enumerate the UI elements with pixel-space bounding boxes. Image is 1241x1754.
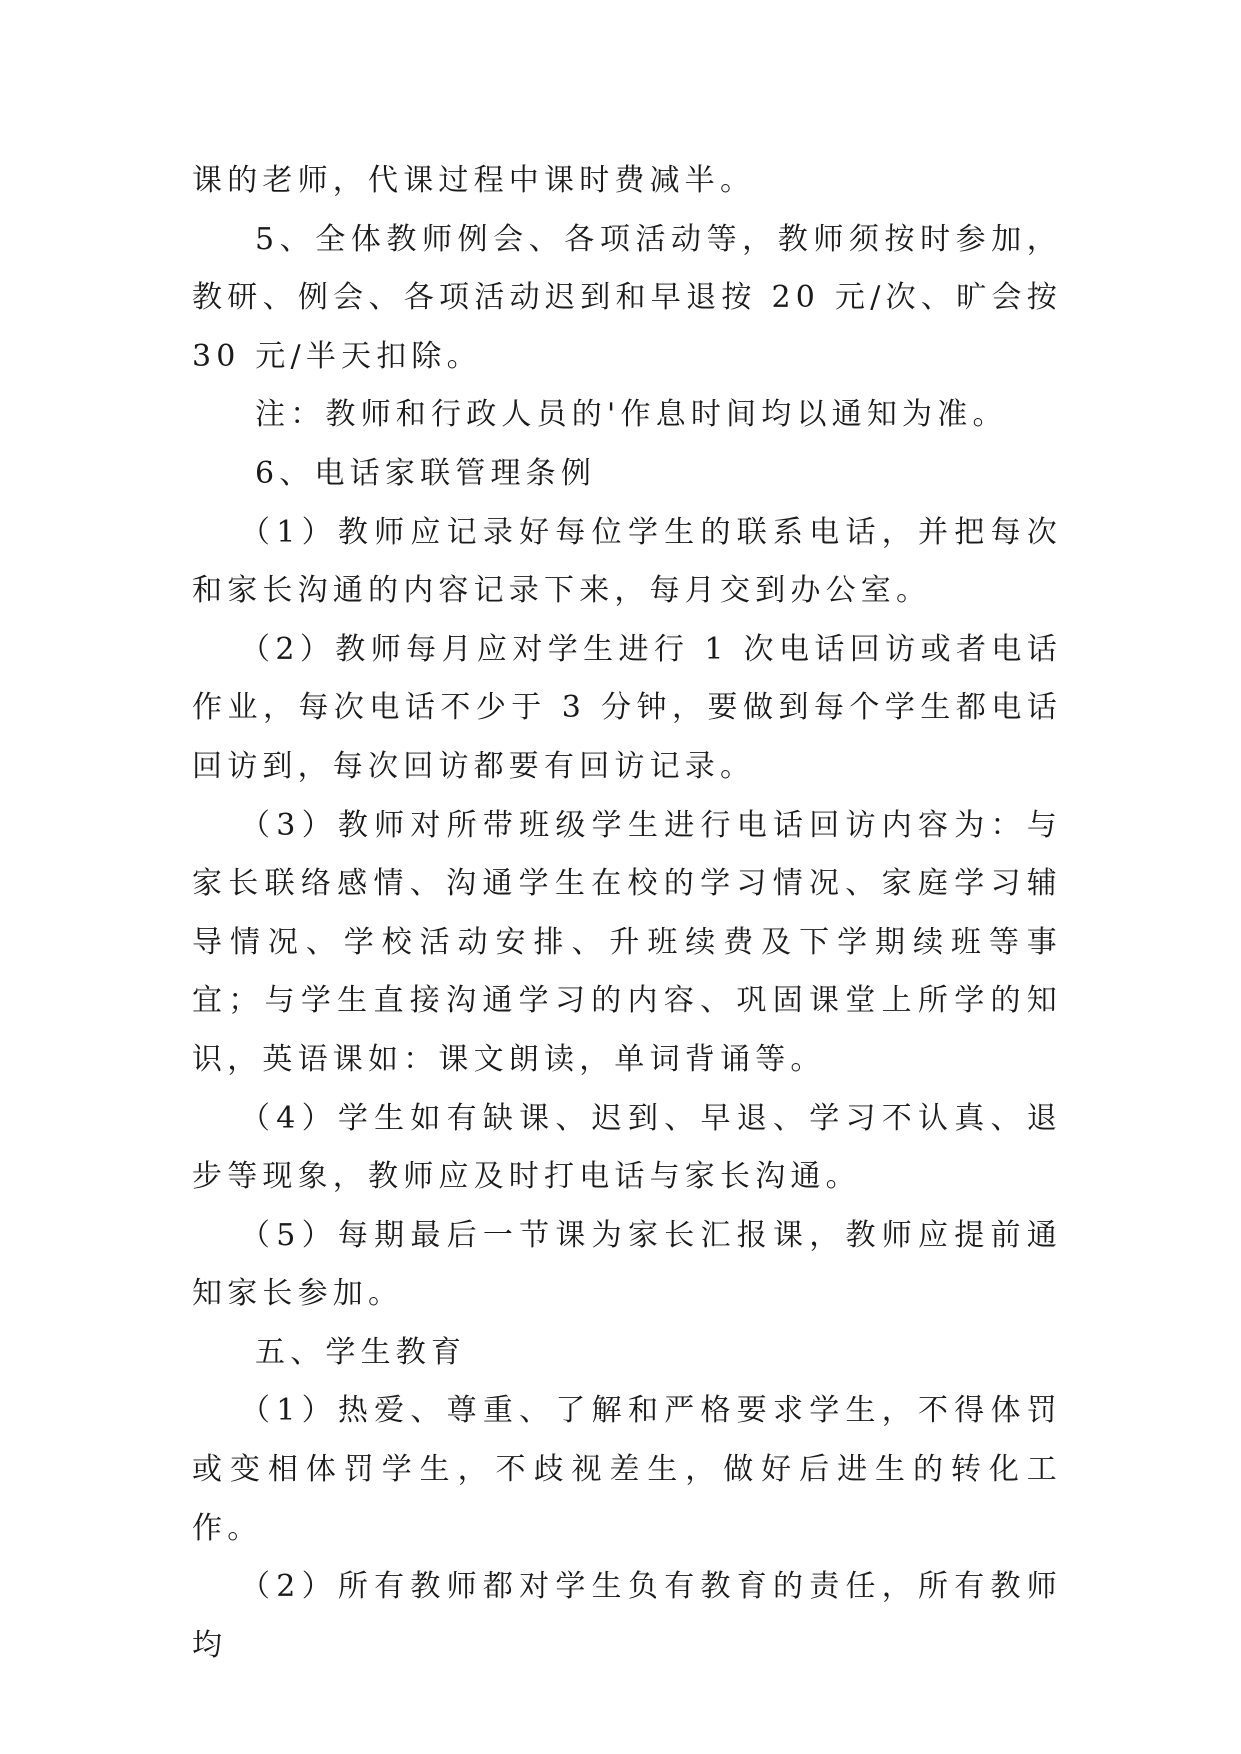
document-body bbox=[192, 152, 1062, 1675]
paragraph-6-1: （1）教师应记录好每位学生的联系电话，并把每次和家长沟通的内容记录下来，每月交到办公室。 bbox=[192, 514, 1062, 609]
paragraph-6-3: （3）教师对所带班级学生进行电话回访内容为：与家长联络感情、沟通学生在校的学习情况、家庭学习辅导情况、学校活动安排、升班续费及下学期续班等事宜；与学生直接沟通学习的内容、巩固课堂上所学的知识，英语课如：课文朗读，单词背诵等。 bbox=[192, 807, 1062, 1077]
paragraph-heading-6: 6、电话家联管理条例 bbox=[255, 455, 597, 491]
paragraph-5-1: （1）热爱、尊重、了解和严格要求学生，不得体罚或变相体罚学生，不歧视差生，做好后进生的转化工作。 bbox=[192, 1393, 1062, 1546]
paragraph-continuation: 课的老师，代课过程中课时费减半。 bbox=[192, 163, 756, 198]
paragraph-6-5: （5）每期最后一节课为家长汇报课，教师应提前通知家长参加。 bbox=[192, 1217, 1062, 1312]
paragraph-6-4: （4）学生如有缺课、迟到、早退、学习不认真、退步等现象，教师应及时打电话与家长沟通。 bbox=[192, 1100, 1062, 1195]
section-heading-5: 五、学生教育 bbox=[255, 1334, 467, 1370]
paragraph-5-2: （2）所有教师都对学生负有教育的责任，所有教师均 bbox=[192, 1569, 1062, 1663]
paragraph-note: 注：教师和行政人员的'作息时间均以通知为准。 bbox=[255, 397, 1008, 433]
paragraph-item-5: 5、全体教师例会、各项活动等，教师须按时参加，教研、例会、各项活动迟到和早退按 20 元/次、旷会按 30 元/半天扣除。 bbox=[192, 221, 1062, 374]
paragraph-6-2: （2）教师每月应对学生进行 1 次电话回访或者电话作业，每次电话不少于 3 分钟，要做到每个学生都电话回访到，每次回访都要有回访记录。 bbox=[192, 631, 1062, 784]
